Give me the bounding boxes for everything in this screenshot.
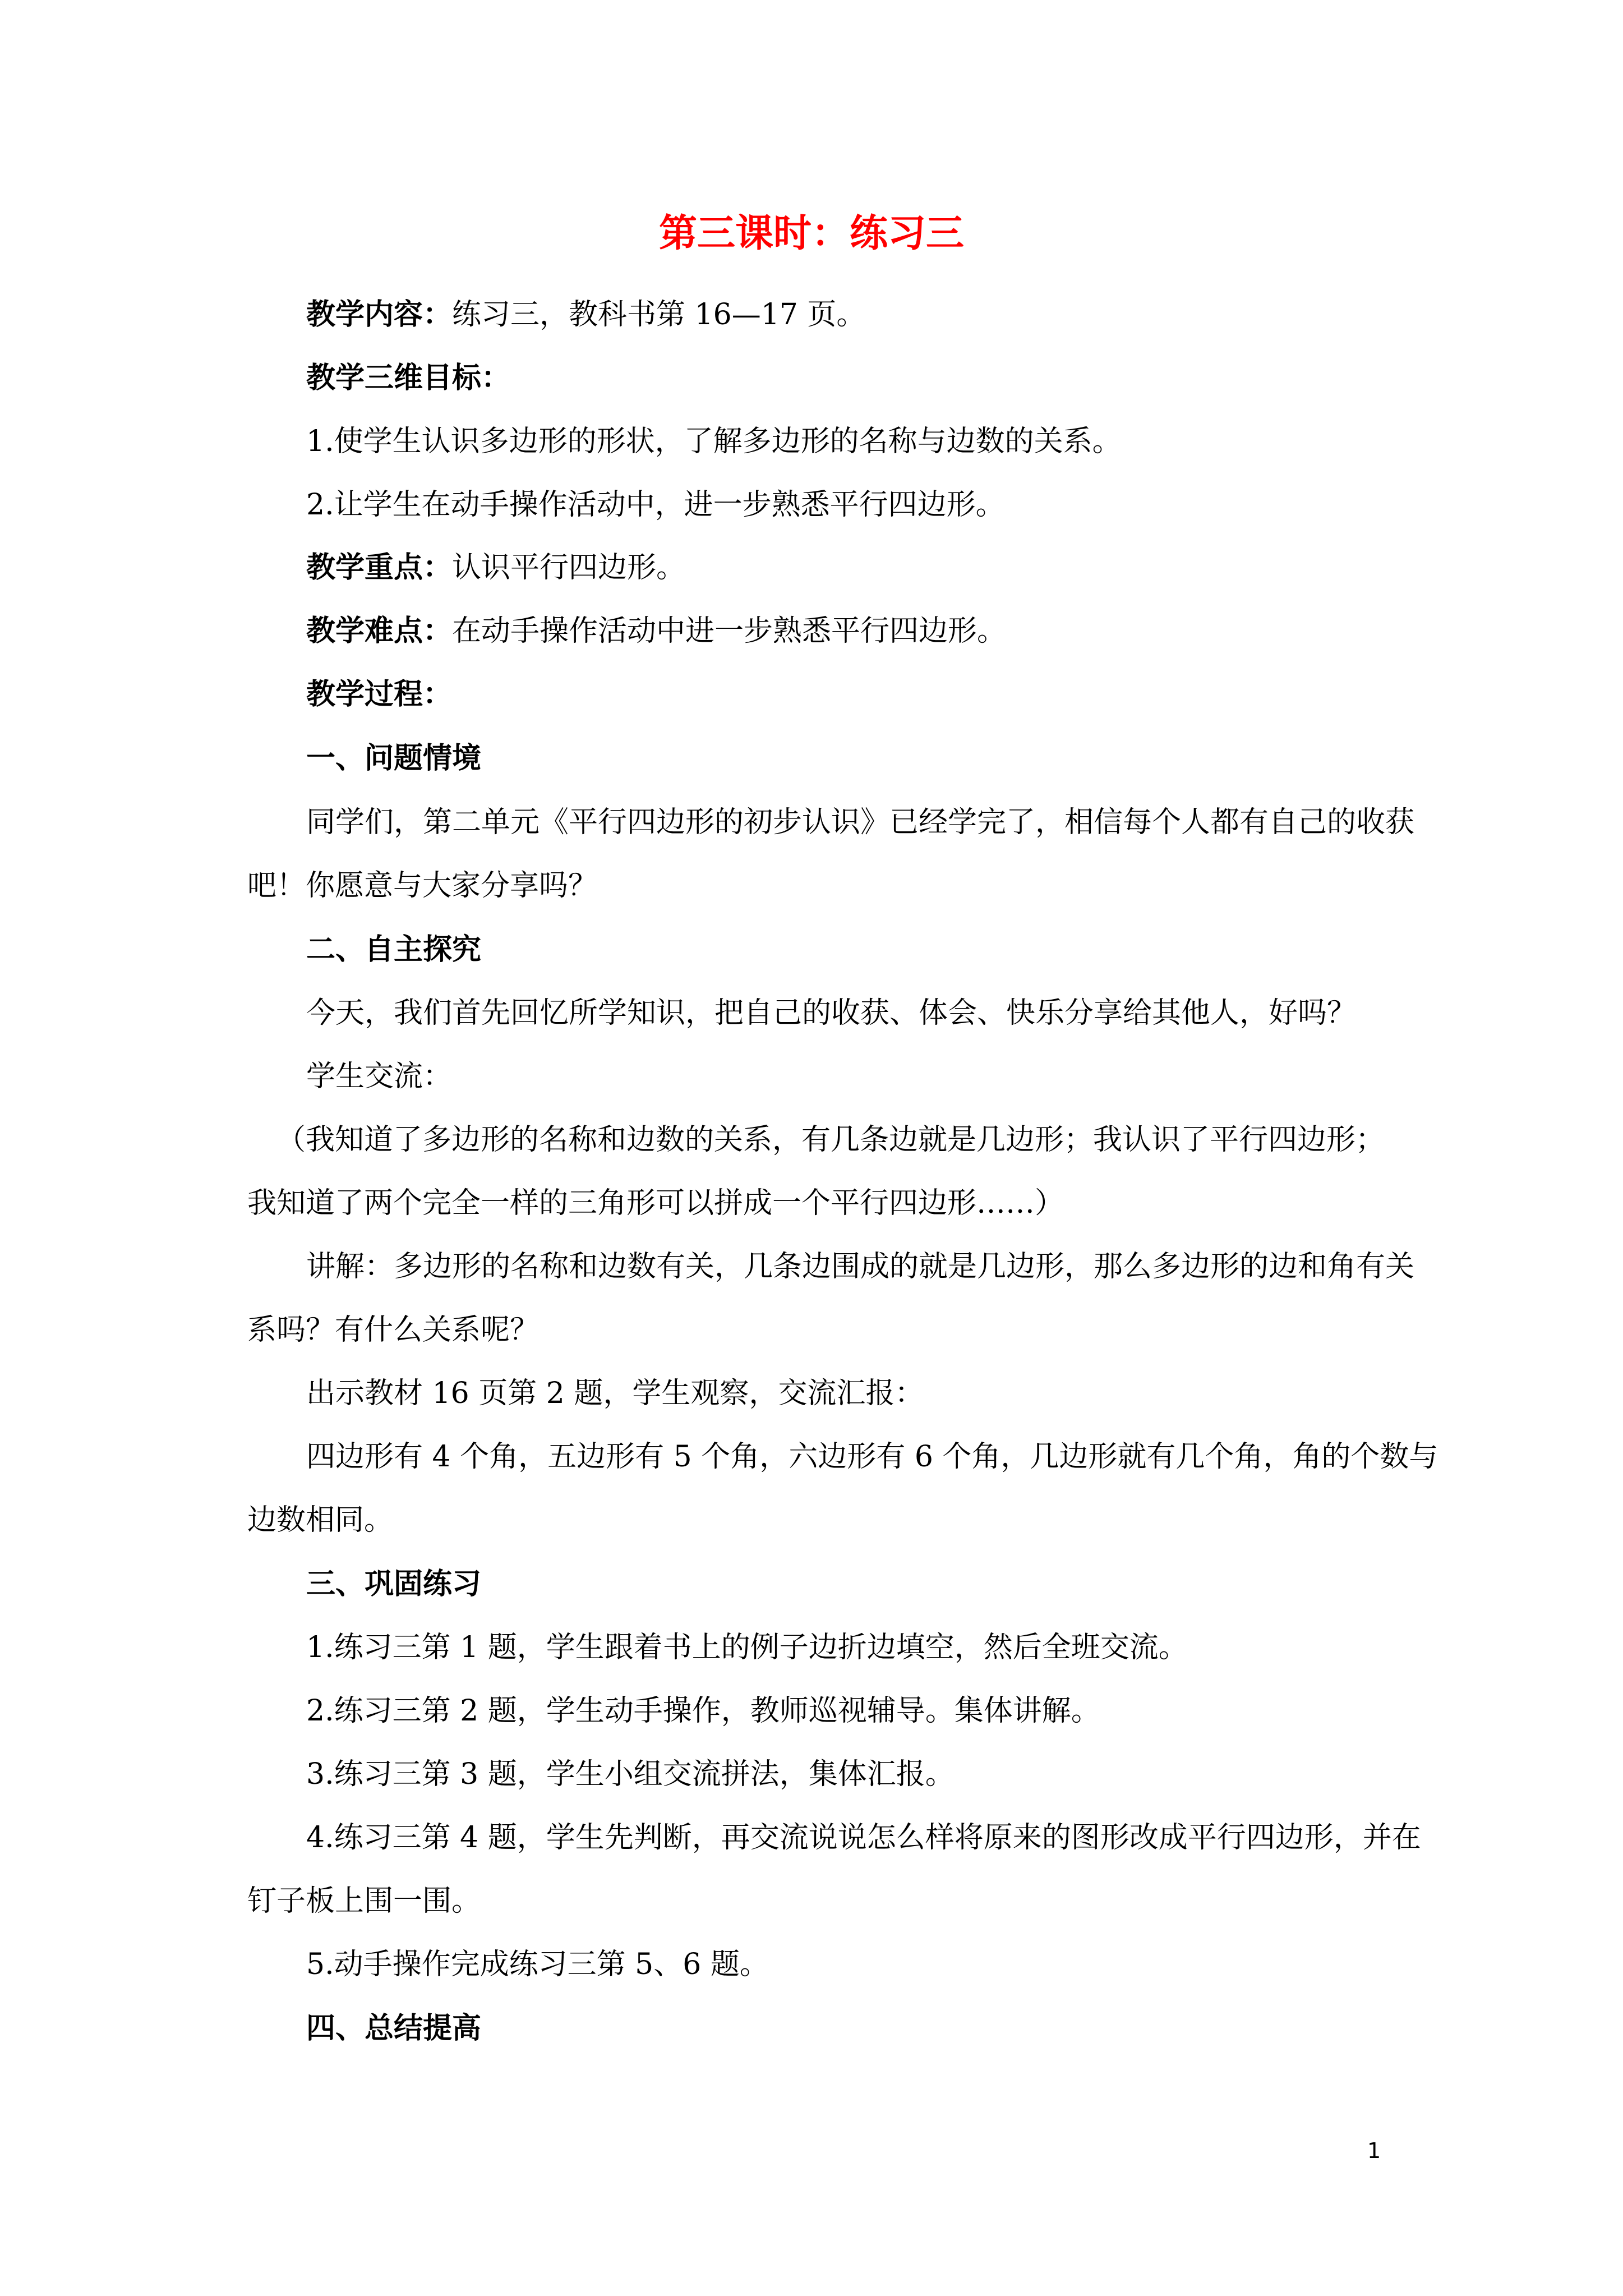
section-1-paragraph-line: 吧！你愿意与大家分享吗？ (247, 869, 598, 903)
process-heading: 教学过程： (306, 677, 453, 711)
goal-item-1: 1.使学生认识多边形的形状，了解多边形的名称与边数的关系。 (306, 425, 1122, 458)
key-point-line (306, 550, 686, 585)
goal-item-2: 2.让学生在动手操作活动中，进一步熟悉平行四边形。 (306, 488, 1005, 522)
document-title: 第三课时：练习三 (658, 211, 964, 256)
difficulty-text: 在动手操作活动中进一步熟悉平行四边形。 (452, 614, 1007, 648)
section-2-paragraph: 出示教材 16 页第 2 题，学生观察，交流汇报： (306, 1377, 924, 1410)
section-2-paragraph-line: 讲解：多边形的名称和边数有关，几条边围成的就是几边形，那么多边形的边和角有关 (306, 1250, 1415, 1283)
exercise-item-2: 2.练习三第 2 题，学生动手操作，教师巡视辅导。集体讲解。 (306, 1694, 1100, 1728)
section-2-paragraph-line: 边数相同。 (247, 1503, 394, 1537)
teaching-content-line (306, 297, 866, 332)
exercise-item-3: 3.练习三第 3 题，学生小组交流拼法，集体汇报。 (306, 1757, 955, 1791)
key-point-label: 教学重点： (306, 550, 453, 585)
section-2-paragraph-line: （我知道了多边形的名称和边数的关系，有几条边就是几边形；我认识了平行四边形； (276, 1123, 1385, 1157)
exercise-item-1: 1.练习三第 1 题，学生跟着书上的例子边折边填空，然后全班交流。 (306, 1631, 1188, 1664)
exercise-item-5: 5.动手操作完成练习三第 5、6 题。 (306, 1948, 769, 1981)
teaching-content-text: 练习三，教科书第 16—17 页。 (452, 298, 866, 332)
exercise-item-4-line: 4.练习三第 4 题，学生先判断，再交流说说怎么样将原来的图形改成平行四边形，并在 (306, 1821, 1421, 1855)
teaching-content-label: 教学内容： (306, 297, 453, 332)
key-point-text: 认识平行四边形。 (452, 551, 686, 585)
goals-heading: 教学三维目标： (306, 361, 511, 395)
section-4-heading: 四、总结提高 (306, 2011, 482, 2045)
section-1-paragraph-line: 同学们，第二单元《平行四边形的初步认识》已经学完了，相信每个人都有自己的收获 (306, 806, 1415, 839)
section-2-paragraph: 学生交流： (306, 1060, 453, 1093)
section-2-paragraph-line: 我知道了两个完全一样的三角形可以拼成一个平行四边形……） (247, 1186, 1064, 1220)
section-2-paragraph-line: 系吗？有什么关系呢？ (247, 1313, 540, 1347)
section-3-heading: 三、巩固练习 (306, 1567, 482, 1601)
section-1-heading: 一、问题情境 (306, 741, 482, 775)
section-2-paragraph: 今天，我们首先回忆所学知识，把自己的收获、体会、快乐分享给其他人，好吗？ (306, 996, 1357, 1030)
page-number: 1 (1367, 2138, 1381, 2163)
section-2-heading: 二、自主探究 (306, 932, 482, 967)
section-2-paragraph-line: 四边形有 4 个角，五边形有 5 个角，六边形有 6 个角，几边形就有几个角，角的个数与 (306, 1440, 1438, 1474)
difficulty-line (306, 616, 1006, 646)
exercise-item-4-line: 钉子板上围一围。 (247, 1884, 481, 1918)
difficulty-label: 教学难点： (306, 614, 453, 648)
